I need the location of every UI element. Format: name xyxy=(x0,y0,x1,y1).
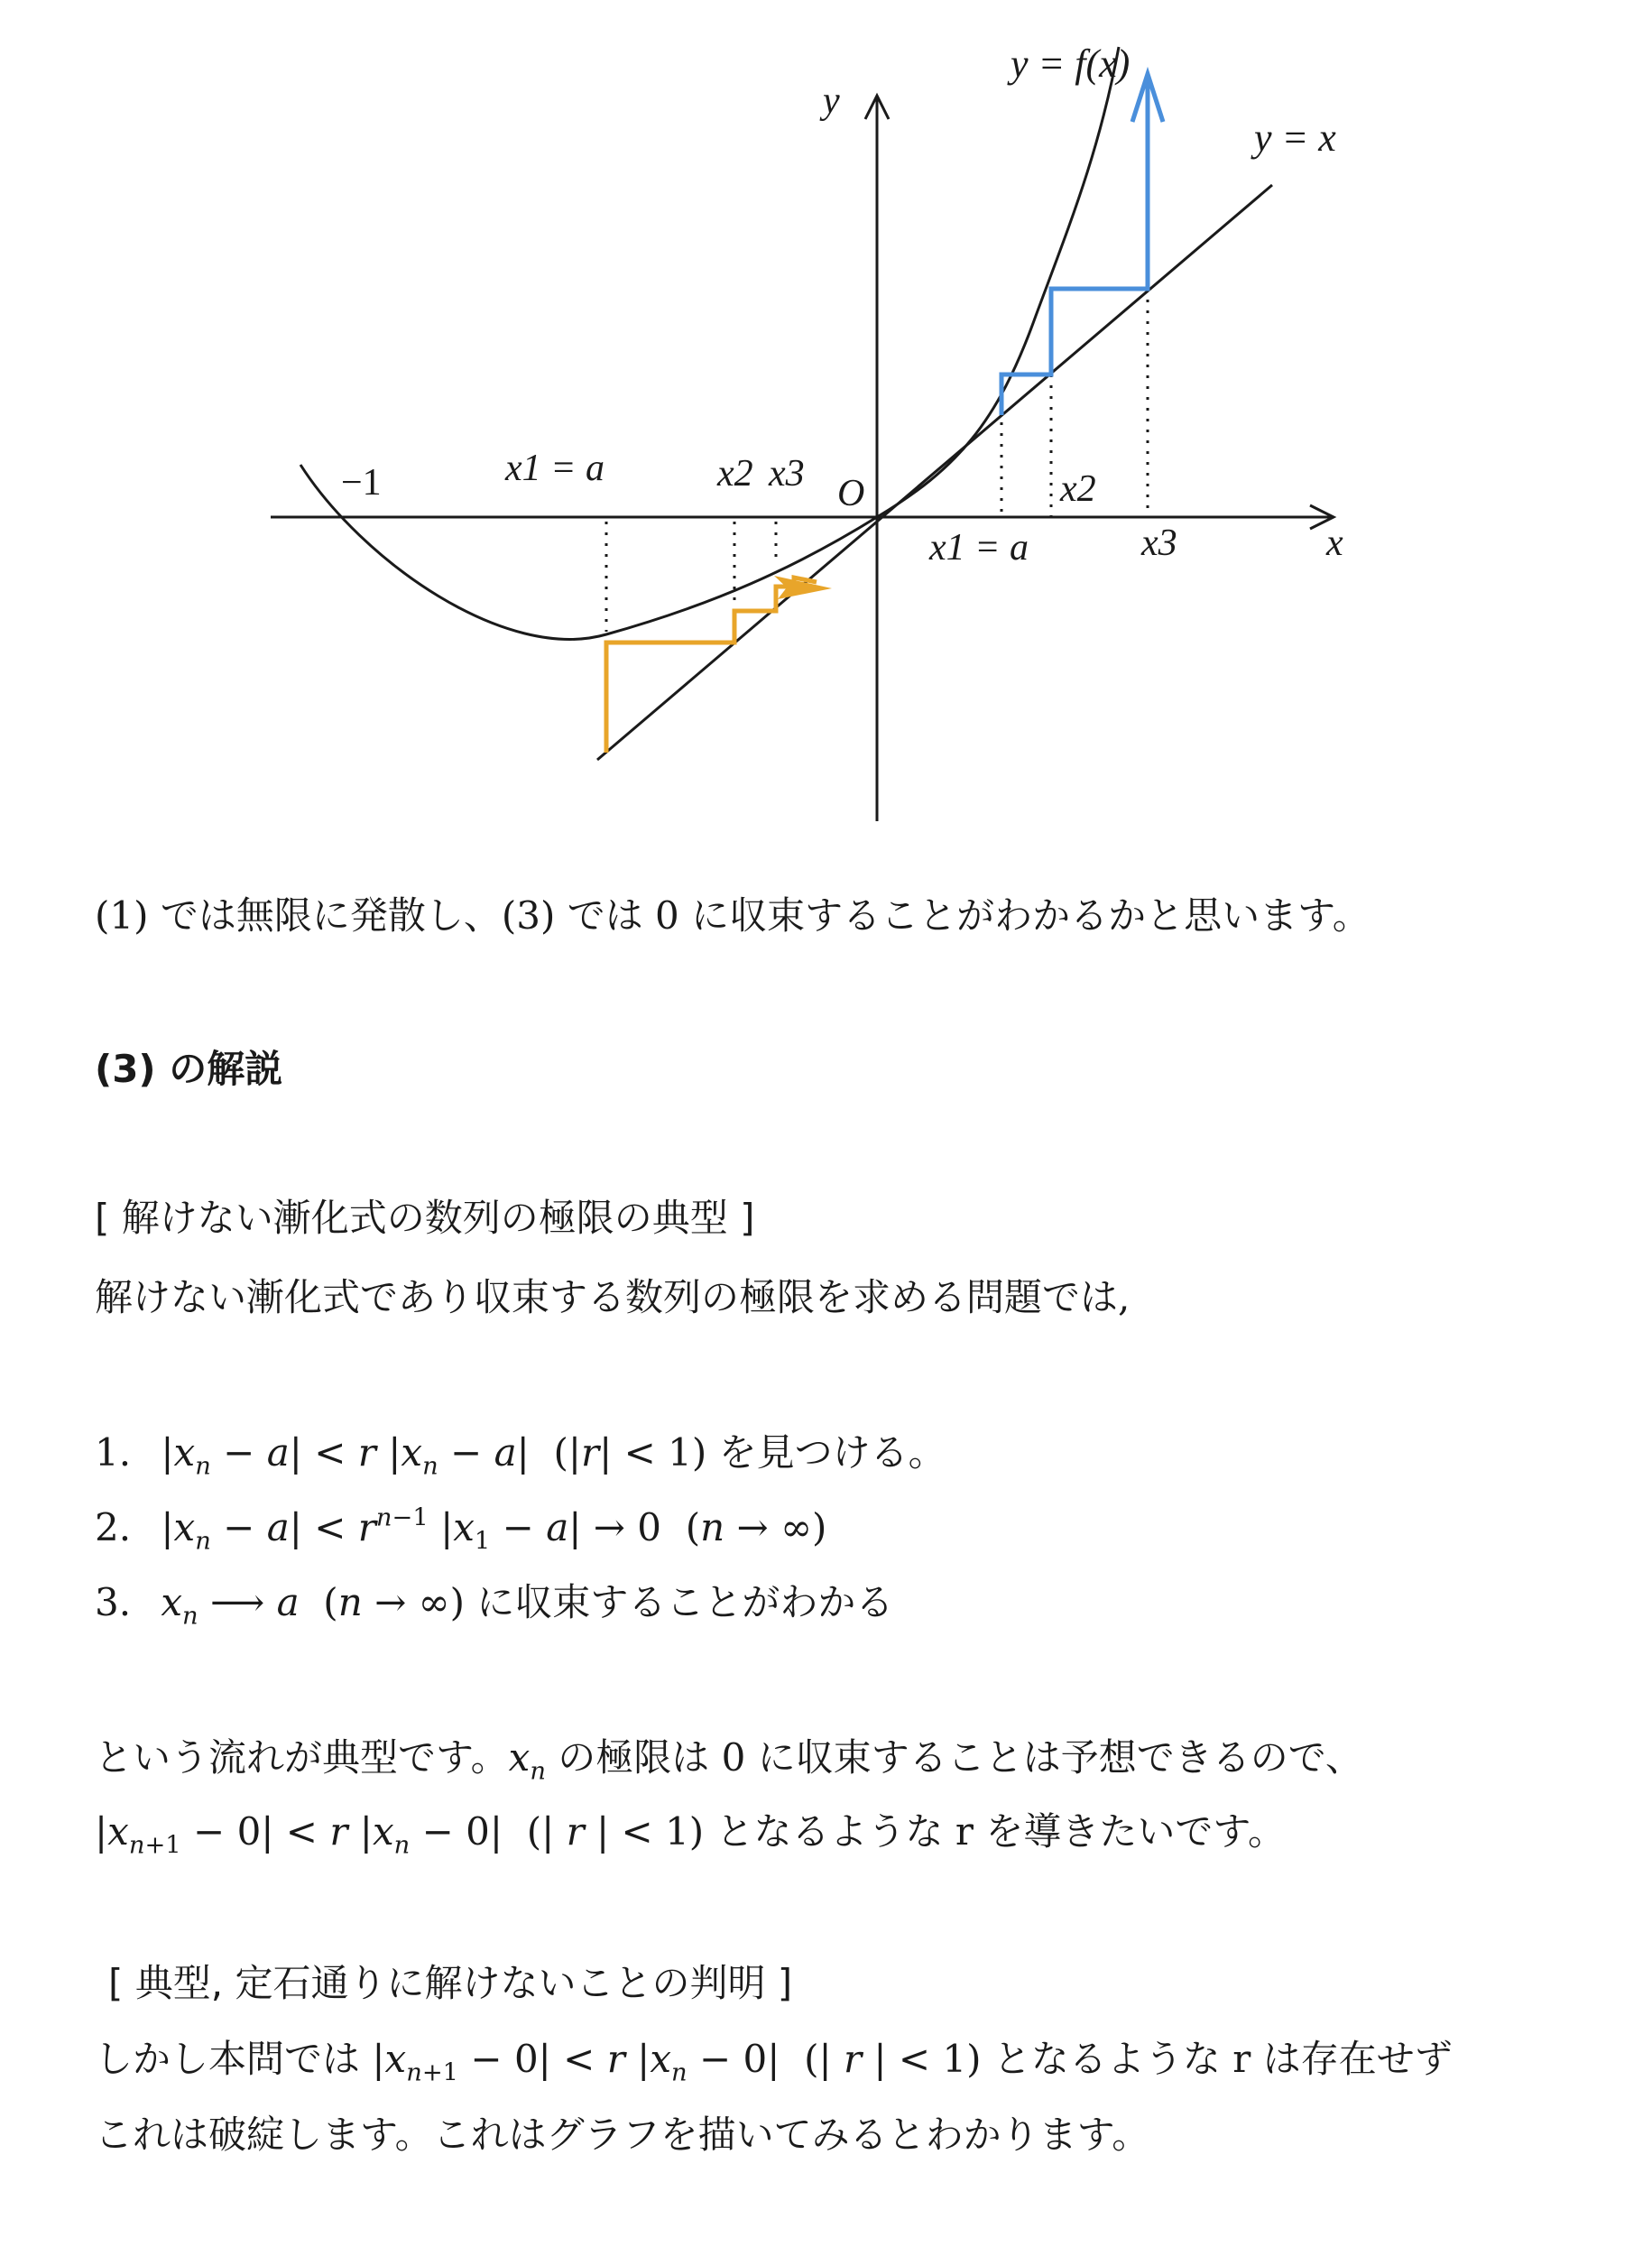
right-x2-label: x2 xyxy=(1060,468,1096,510)
step-1-formula: $|x_n - a| < r$ $|x_n - a|$ (|r| < 1) xyxy=(161,1430,707,1481)
iteration-diagram xyxy=(0,0,1652,866)
curve-label: y = f(x) xyxy=(1011,42,1131,86)
box2-formula: $|x_{n+1} - 0| < r$ $|x_n - 0|$ (| r | < 1) xyxy=(372,2037,982,2087)
blue-cobweb-path xyxy=(1001,81,1148,415)
step-2: 2. $|x_n - a| < r^{n-1}$ $|x_1 - a| \to 0$ (n → ∞) xyxy=(95,1503,827,1556)
flow-paragraph-line2: $|x_{n+1} - 0| < r$ $|x_n - 0|$ (| r | < 1) となるような r を導きたいです。 xyxy=(95,1809,1286,1860)
left-x3-label: x3 xyxy=(769,453,805,495)
step-2-formula: $|x_n - a| < r^{n-1}$ $|x_1 - a| \to 0$ (n → ∞) xyxy=(161,1503,827,1556)
box2-line2: これは破綻します。これはグラフを描いてみるとわかります。 xyxy=(95,2113,1150,2157)
origin-label: O xyxy=(837,473,865,514)
right-x1-label: x1 = a xyxy=(929,527,1029,569)
intro-paragraph: (1) では無限に発散し、(3) では 0 に収束することがわかるかと思います。 xyxy=(95,893,1371,938)
box1-lead: 解けない漸化式であり収束する数列の極限を求める問題では, xyxy=(95,1275,1131,1319)
y-axis-label: y xyxy=(823,80,840,122)
box1-title: [ 解けない漸化式の数列の極限の典型 ] xyxy=(95,1196,755,1240)
left-x1-label: x1 = a xyxy=(505,448,605,489)
flow-paragraph-line1: という流れが典型です。$x_n$ の極限は 0 に収束することは予想できるので、 xyxy=(95,1735,1363,1786)
step-1: 1. $|x_n - a| < r$ $|x_n - a|$ (|r| < 1) を見つける。 xyxy=(95,1430,946,1481)
right-x3-label: x3 xyxy=(1141,522,1177,564)
diagonal-line xyxy=(597,185,1272,760)
step-3: 3. $x_n$ ⟶ a (n → ∞) に収束することがわかる xyxy=(95,1580,894,1631)
left-x2-label: x2 xyxy=(717,453,753,495)
box2-title: [ 典型, 定石通りに解けないことの判明 ] xyxy=(108,1961,793,2005)
minus-one-label: −1 xyxy=(341,462,382,504)
x-axis-label: x xyxy=(1326,522,1343,564)
flow-formula: $|x_{n+1} - 0| < r$ $|x_n - 0|$ (| r | < 1) xyxy=(95,1809,705,1860)
step-3-formula: $x_n$ ⟶ a (n → ∞) xyxy=(161,1580,466,1631)
box2-line1: しかし本問では $|x_{n+1} - 0| < r$ $|x_n - 0|$ (| r | < 1) となるような r は存在せず xyxy=(95,2037,1453,2087)
section-title: (3) の解説 xyxy=(95,1047,283,1091)
diagonal-label: y = x xyxy=(1254,116,1336,160)
